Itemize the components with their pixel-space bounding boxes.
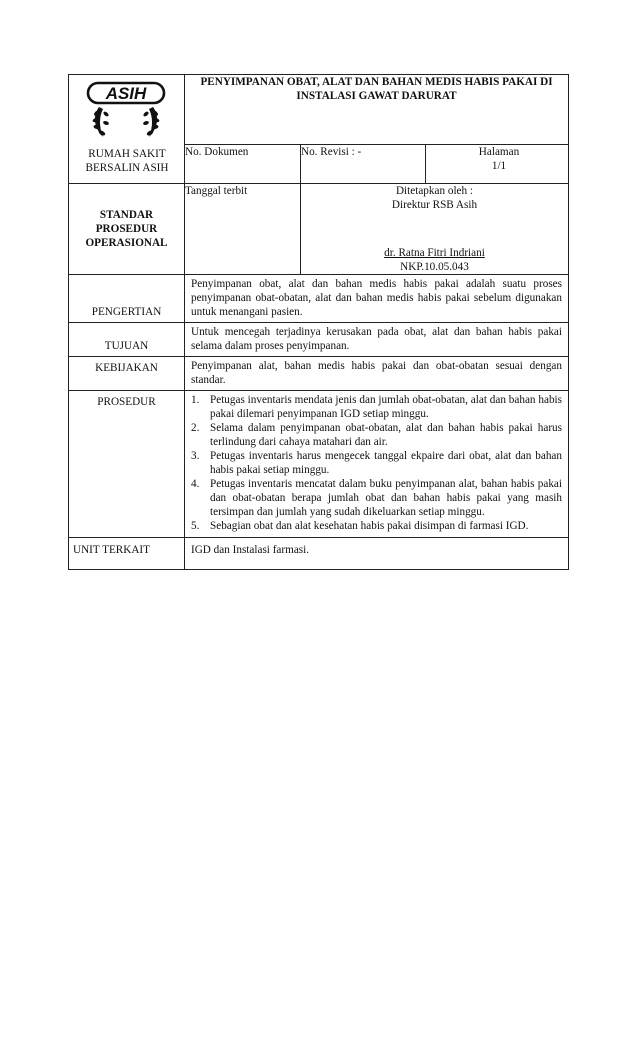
hospital-logo xyxy=(85,81,167,145)
page-value: 1/1 xyxy=(491,160,507,172)
prosedur-step: 3. Petugas inventaris harus mengecek tanggal ekpaire dari obat, alat dan bahan habis pakai setiap minggu. xyxy=(191,450,562,476)
prosedur-step: 2. Selama dalam penyimpanan obat-obatan, alat dan bahan habis pakai harus terlindung dari cahaya matahari dan air. xyxy=(191,422,562,448)
prosedur-label: PROSEDUR xyxy=(69,391,185,538)
tujuan-label: TUJUAN xyxy=(69,323,185,357)
document-title: PENYIMPANAN OBAT, ALAT DAN BAHAN MEDIS HABIS PAKAI DI INSTALASI GAWAT DARURAT xyxy=(185,75,569,145)
hospital-name-line1: RUMAH SAKIT xyxy=(88,148,166,160)
prosedur-step: 5. Sebagian obat dan alat kesehatan habis pakai disimpan di farmasi IGD. xyxy=(191,520,529,532)
pengertian-text: Penyimpanan obat, alat dan bahan medis habis pakai adalah suatu proses penyimpanan obat-obatan, alat dan bahan medis habis pakai sebelum digunakan untuk menangani pasien. xyxy=(185,275,569,323)
sop-label xyxy=(69,184,185,275)
logo-text: ASIH xyxy=(105,84,147,103)
unit-terkait-label: UNIT TERKAIT xyxy=(69,538,185,570)
prosedur-step: 1. Petugas inventaris mendata jenis dan jumlah obat-obatan, alat dan bahan habis pakai dilemari penyimpanan IGD setiap minggu. xyxy=(191,394,562,420)
issue-date-label: Tanggal terbit xyxy=(185,184,301,275)
hospital-logo-cell xyxy=(69,75,185,184)
director-nkp: NKP.10.05.043 xyxy=(400,261,469,273)
sop-label-line1: STANDAR xyxy=(99,209,154,221)
prosedur-steps-cell xyxy=(185,391,569,538)
approved-by-line2: Direktur RSB Asih xyxy=(391,199,478,211)
tujuan-text: Untuk mencegah terjadinya kerusakan pada obat, alat dan bahan habis pakai selama dalam proses penyimpanan. xyxy=(185,323,569,357)
hospital-name-line2: BERSALIN ASIH xyxy=(85,162,169,174)
hospital-name xyxy=(69,147,185,175)
sop-label-line3: OPERASIONAL xyxy=(85,237,168,249)
page-info xyxy=(426,145,569,184)
approval-block xyxy=(301,184,569,275)
sop-label-line2: PROSEDUR xyxy=(95,223,158,235)
kebijakan-label: KEBIJAKAN xyxy=(69,357,185,391)
unit-terkait-text: IGD dan Instalasi farmasi. xyxy=(185,538,569,570)
revision-label: No. Revisi : - xyxy=(301,145,426,184)
director-name: dr. Ratna Fitri Indriani xyxy=(384,247,485,259)
page-label: Halaman xyxy=(478,146,520,158)
prosedur-steps xyxy=(185,391,568,537)
kebijakan-text: Penyimpanan alat, bahan medis habis pakai dan obat-obatan sesuai dengan standar. xyxy=(185,357,569,391)
prosedur-step: 4. Petugas inventaris mencatat dalam buku penyimpanan alat, bahan habis pakai dan obat-obatan berapa jumlah obat dan bahan habis pakai yang masih tersimpan dan jumlah yang sudah dikeluarkan setiap minggu. xyxy=(191,478,562,518)
pengertian-label: PENGERTIAN xyxy=(69,275,185,323)
approved-by-line1: Ditetapkan oleh : xyxy=(395,185,474,197)
document-number-label: No. Dokumen xyxy=(185,145,301,184)
sop-document-table xyxy=(68,74,569,570)
